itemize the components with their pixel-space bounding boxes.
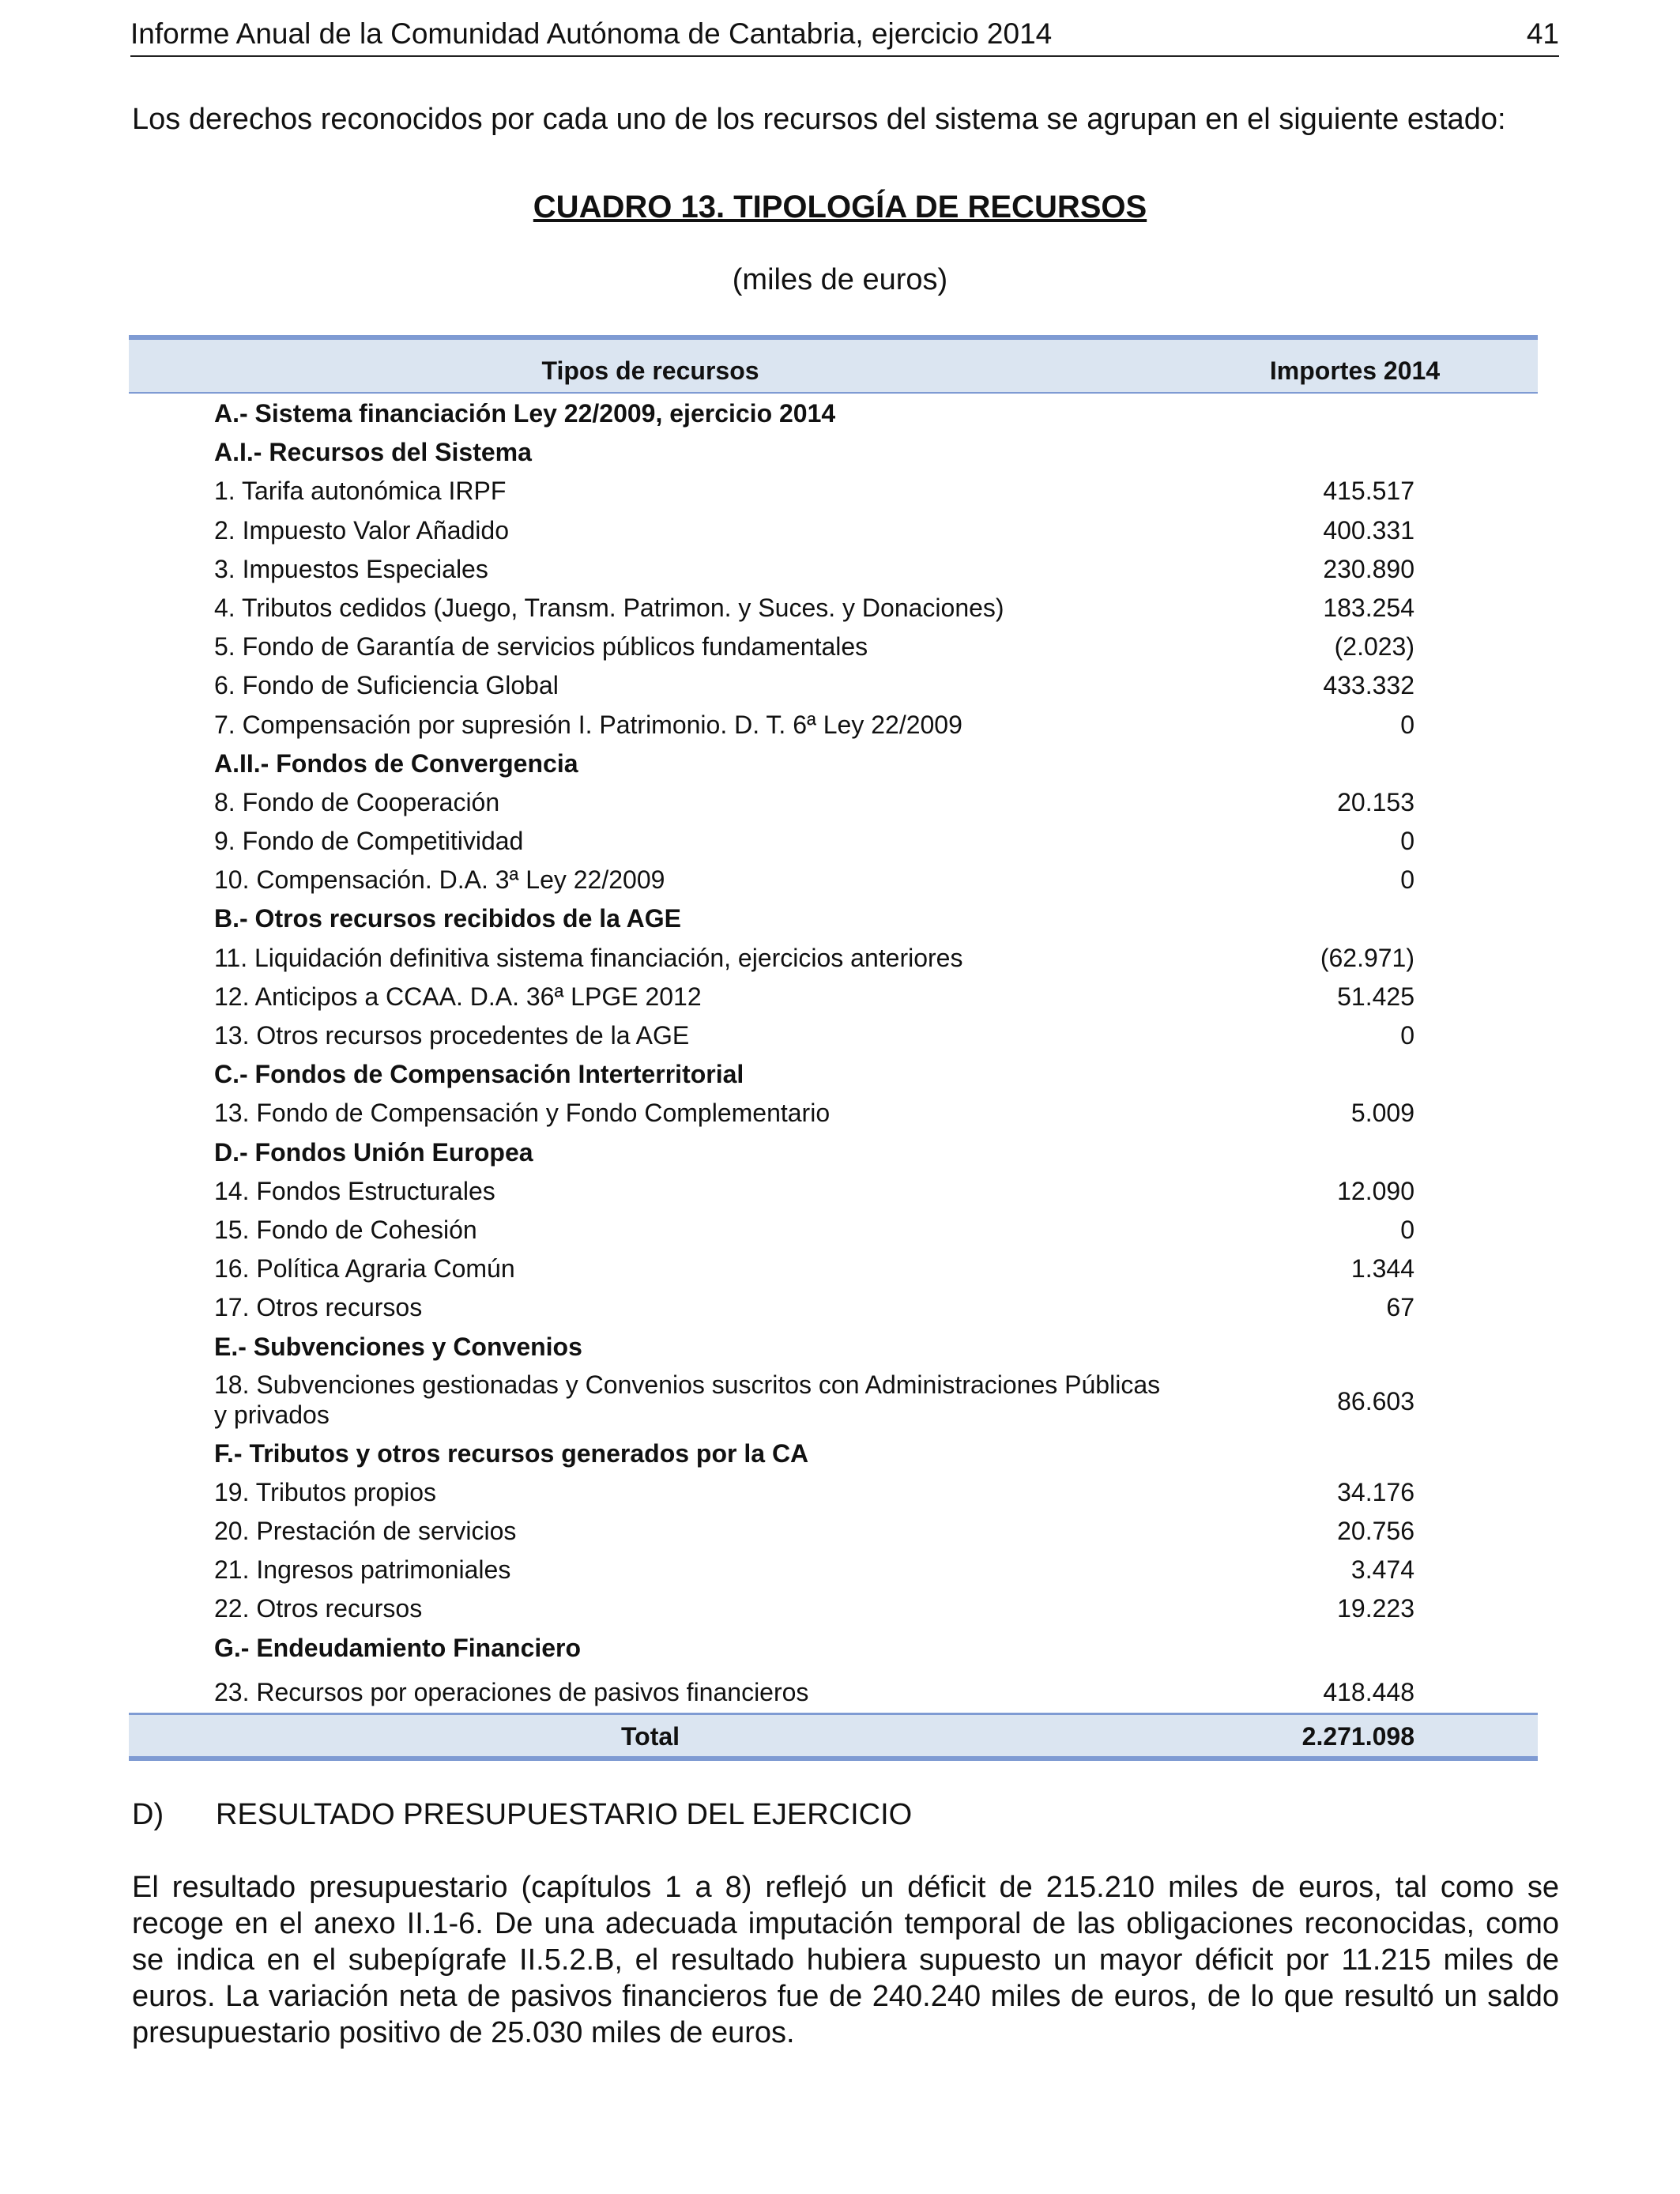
row-value: 67 bbox=[1386, 1293, 1414, 1322]
section-label: D.- Fondos Unión Europea bbox=[214, 1137, 533, 1167]
row-label: 8. Fondo de Cooperación bbox=[214, 787, 500, 816]
row-label: 11. Liquidación definitiva sistema financiación, ejercicios anteriores bbox=[214, 943, 963, 972]
table-row bbox=[129, 977, 1538, 1016]
table-row bbox=[129, 627, 1538, 665]
table-row bbox=[129, 471, 1538, 510]
row-label: 4. Tributos cedidos (Juego, Transm. Patrimon. y Suces. y Donaciones) bbox=[214, 593, 1004, 622]
table-section-row bbox=[129, 1434, 1538, 1472]
row-value: 86.603 bbox=[1337, 1386, 1414, 1416]
table-row bbox=[129, 1093, 1538, 1132]
report-title: Informe Anual de la Comunidad Autónoma de Cantabria, ejercicio 2014 bbox=[130, 17, 1053, 50]
section-label: A.II.- Fondos de Convergencia bbox=[214, 748, 578, 778]
row-label: 10. Compensación. D.A. 3ª Ley 22/2009 bbox=[214, 865, 665, 895]
column-header-amounts: Importes 2014 bbox=[1269, 356, 1441, 385]
row-value: 183.254 bbox=[1323, 593, 1414, 622]
table-row bbox=[129, 1366, 1538, 1434]
table-section-row bbox=[129, 432, 1538, 471]
row-label: 16. Política Agraria Común bbox=[214, 1254, 515, 1284]
table-row bbox=[129, 588, 1538, 627]
section-label: C.- Fondos de Compensación Interterritorial bbox=[214, 1060, 744, 1089]
row-value: 19.223 bbox=[1337, 1594, 1414, 1623]
table-row bbox=[129, 1589, 1538, 1627]
row-value: 400.331 bbox=[1323, 515, 1414, 545]
table-row bbox=[129, 1210, 1538, 1249]
row-label: 13. Fondo de Compensación y Fondo Complementario bbox=[214, 1099, 831, 1128]
column-header-types: Tipos de recursos bbox=[541, 356, 759, 385]
result-paragraph: El resultado presupuestario (capítulos 1 a 8) reflejó un déficit de 215.210 miles de euros, tal como se recoge en el anexo II.1-6. De una adecuada imputación temporal de las obligaciones reconocidas, como se indica en el subepígrafe II.5.2.B, el resultado hubiera supuesto un mayor déficit por 11.215 miles de euros. La variación neta de pasivos financieros fue de 240.240 miles de euros, de lo que resultó un saldo presupuestario positivo de 25.030 miles de euros. bbox=[132, 1871, 1559, 2049]
row-value: 34.176 bbox=[1337, 1477, 1414, 1506]
table-row bbox=[129, 1550, 1538, 1589]
row-label: 7. Compensación por supresión I. Patrimonio. D. T. 6ª Ley 22/2009 bbox=[214, 710, 962, 739]
table-row bbox=[129, 1171, 1538, 1210]
row-value: 12.090 bbox=[1337, 1176, 1414, 1205]
section-d-title: RESULTADO PRESUPUESTARIO DEL EJERCICIO bbox=[216, 1798, 913, 1831]
total-value: 2.271.098 bbox=[1301, 1721, 1414, 1751]
row-label: 20. Prestación de servicios bbox=[214, 1517, 517, 1546]
table-row bbox=[129, 549, 1538, 588]
row-label: 14. Fondos Estructurales bbox=[214, 1176, 495, 1205]
table-total-row bbox=[129, 1713, 1538, 1761]
section-label: A.- Sistema financiación Ley 22/2009, ejercicio 2014 bbox=[214, 399, 836, 428]
row-label: 22. Otros recursos bbox=[214, 1594, 423, 1623]
resources-table bbox=[129, 335, 1538, 1761]
page-number: 41 bbox=[1526, 17, 1559, 50]
row-value: 0 bbox=[1400, 1021, 1414, 1050]
table-units: (miles de euros) bbox=[732, 263, 948, 296]
row-value: 433.332 bbox=[1323, 671, 1414, 700]
row-value: 5.009 bbox=[1350, 1099, 1414, 1128]
table-row bbox=[129, 938, 1538, 977]
table-row bbox=[129, 1287, 1538, 1326]
row-label: 9. Fondo de Competitividad bbox=[214, 827, 524, 856]
table-row bbox=[129, 1472, 1538, 1511]
table-row bbox=[129, 1511, 1538, 1550]
table-row bbox=[129, 1249, 1538, 1287]
row-value: (62.971) bbox=[1320, 943, 1414, 972]
table-row bbox=[129, 1016, 1538, 1054]
row-label: 2. Impuesto Valor Añadido bbox=[214, 515, 509, 545]
row-label: 1. Tarifa autonómica IRPF bbox=[214, 477, 507, 506]
row-value: 51.425 bbox=[1337, 982, 1414, 1011]
page-header bbox=[130, 17, 1559, 57]
section-d-heading bbox=[132, 1798, 912, 1832]
row-value: 20.756 bbox=[1337, 1517, 1414, 1546]
section-label: E.- Subvenciones y Convenios bbox=[214, 1332, 582, 1361]
row-value: 0 bbox=[1400, 827, 1414, 856]
table-row bbox=[129, 705, 1538, 744]
table-section-row bbox=[129, 1628, 1538, 1667]
section-label: F.- Tributos y otros recursos generados por la CA bbox=[214, 1438, 809, 1468]
row-value: 1.344 bbox=[1350, 1254, 1414, 1284]
section-d-letter: D) bbox=[132, 1798, 164, 1831]
row-value: 418.448 bbox=[1323, 1677, 1414, 1706]
row-value: 20.153 bbox=[1337, 787, 1414, 816]
row-label: 6. Fondo de Suficiencia Global bbox=[214, 671, 559, 700]
row-label: 3. Impuestos Especiales bbox=[214, 554, 488, 583]
section-label: A.I.- Recursos del Sistema bbox=[214, 438, 532, 467]
table-caption: CUADRO 13. TIPOLOGÍA DE RECURSOS bbox=[533, 190, 1147, 224]
table-section-row bbox=[129, 394, 1538, 432]
row-value: 415.517 bbox=[1323, 477, 1414, 506]
section-label: G.- Endeudamiento Financiero bbox=[214, 1633, 582, 1662]
table-header bbox=[129, 335, 1538, 394]
row-label: 18. Subvenciones gestionadas y Convenios suscritos con Administraciones Públicas y privados bbox=[214, 1370, 1161, 1429]
table-row bbox=[129, 665, 1538, 704]
row-label: 15. Fondo de Cohesión bbox=[214, 1215, 477, 1244]
row-value: 0 bbox=[1400, 1215, 1414, 1244]
table-row bbox=[129, 782, 1538, 821]
table-row bbox=[129, 821, 1538, 860]
table-row bbox=[129, 860, 1538, 899]
table-section-row bbox=[129, 1133, 1538, 1171]
row-label: 12. Anticipos a CCAA. D.A. 36ª LPGE 2012 bbox=[214, 982, 702, 1011]
row-label: 21. Ingresos patrimoniales bbox=[214, 1555, 511, 1585]
section-label: B.- Otros recursos recibidos de la AGE bbox=[214, 904, 681, 933]
table-row bbox=[129, 1667, 1538, 1713]
table-section-row bbox=[129, 1054, 1538, 1093]
row-label: 19. Tributos propios bbox=[214, 1477, 437, 1506]
table-section-row bbox=[129, 1327, 1538, 1366]
table-section-row bbox=[129, 744, 1538, 782]
table-body bbox=[129, 394, 1538, 1713]
total-label: Total bbox=[620, 1721, 680, 1751]
row-label: 23. Recursos por operaciones de pasivos financieros bbox=[214, 1677, 809, 1706]
row-label: 17. Otros recursos bbox=[214, 1293, 423, 1322]
row-label: 5. Fondo de Garantía de servicios públicos fundamentales bbox=[214, 632, 868, 662]
intro-paragraph: Los derechos reconocidos por cada uno de los recursos del sistema se agrupan en el siguiente estado: bbox=[132, 103, 1506, 136]
table-section-row bbox=[129, 899, 1538, 937]
table-row bbox=[129, 511, 1538, 549]
row-label: 13. Otros recursos procedentes de la AGE bbox=[214, 1021, 690, 1050]
row-value: 0 bbox=[1400, 710, 1414, 739]
row-value: 3.474 bbox=[1350, 1555, 1414, 1585]
row-value: 230.890 bbox=[1323, 554, 1414, 583]
row-value: 0 bbox=[1400, 865, 1414, 895]
row-value: (2.023) bbox=[1334, 632, 1414, 662]
